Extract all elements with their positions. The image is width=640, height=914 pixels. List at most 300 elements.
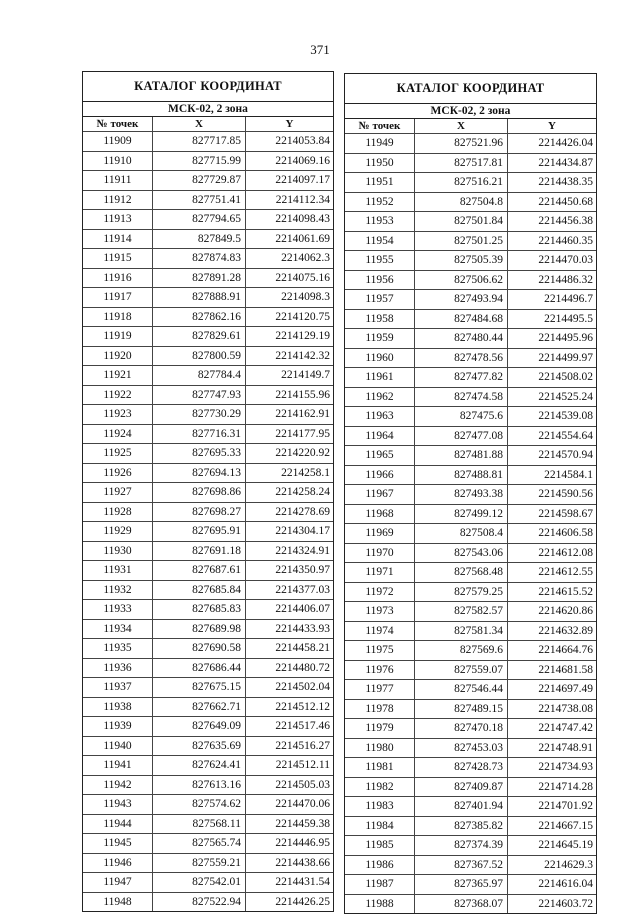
x-cell: 827365.97 — [415, 875, 508, 894]
point-number-cell: 11970 — [345, 544, 415, 563]
y-cell: 2214748.91 — [538, 741, 593, 754]
x-cell: 827489.15 — [415, 700, 508, 719]
x-cell: 827574.62 — [153, 795, 246, 814]
point-number-cell: 11975 — [345, 641, 415, 660]
point-number-cell: 11941 — [83, 756, 153, 775]
y-cell: 2214486.32 — [538, 273, 593, 286]
x-cell: 827475.6 — [415, 407, 508, 426]
x-cell: 827874.83 — [153, 249, 246, 268]
x-cell: 827794.65 — [153, 210, 246, 229]
x-cell: 827691.18 — [153, 542, 246, 561]
x-cell: 827508.4 — [415, 524, 508, 543]
point-number-cell: 11920 — [83, 347, 153, 366]
point-number-cell: 11948 — [83, 893, 153, 912]
y-cell: 2214584.1 — [544, 468, 593, 481]
x-cell: 827470.18 — [415, 719, 508, 738]
table-row — [83, 308, 333, 328]
table-row — [345, 290, 596, 310]
y-cell: 2214525.24 — [538, 390, 593, 403]
point-number-cell: 11919 — [83, 327, 153, 346]
point-number-cell: 11984 — [345, 817, 415, 836]
point-number-cell: 11940 — [83, 737, 153, 756]
y-cell: 2214438.35 — [538, 176, 593, 188]
table-row — [83, 659, 333, 679]
table-row — [345, 212, 596, 232]
point-number-cell: 11973 — [345, 602, 415, 621]
table-row — [83, 893, 333, 912]
table-row — [345, 173, 596, 193]
y-cell: 2214734.93 — [538, 761, 593, 773]
point-number-cell: 11951 — [345, 173, 415, 192]
point-number-cell: 11963 — [345, 407, 415, 426]
table-row — [345, 719, 596, 739]
point-number-cell: 11950 — [345, 154, 415, 173]
table-row — [83, 210, 333, 230]
x-cell: 827569.6 — [415, 641, 508, 660]
table-row — [83, 230, 333, 250]
x-cell: 827559.21 — [153, 854, 246, 873]
point-number-cell: 11947 — [83, 873, 153, 892]
y-cell: 2214606.58 — [538, 527, 593, 539]
x-cell: 827829.61 — [153, 327, 246, 346]
point-number-cell: 11966 — [345, 466, 415, 485]
x-cell: 827428.73 — [415, 758, 508, 777]
x-cell: 827493.38 — [415, 485, 508, 504]
point-number-cell: 11960 — [345, 349, 415, 368]
x-cell: 827481.88 — [415, 446, 508, 465]
table-row — [83, 854, 333, 874]
y-cell: 2214149.7 — [281, 369, 330, 381]
table-row — [345, 797, 596, 817]
x-cell: 827686.44 — [153, 659, 246, 678]
y-cell: 2214460.35 — [538, 234, 593, 247]
x-cell: 827717.85 — [153, 132, 246, 151]
y-cell: 2214438.66 — [275, 856, 330, 869]
y-cell: 2214747.42 — [538, 722, 593, 734]
y-cell: 2214612.55 — [538, 566, 593, 578]
x-cell: 827685.83 — [153, 600, 246, 619]
y-cell: 2214645.19 — [538, 839, 593, 851]
point-number-cell: 11924 — [83, 425, 153, 444]
point-number-cell: 11971 — [345, 563, 415, 582]
point-number-cell: 11923 — [83, 405, 153, 424]
y-cell: 2214098.43 — [275, 213, 330, 225]
table-header — [345, 119, 596, 134]
y-cell: 2214701.92 — [538, 800, 593, 812]
point-number-cell: 11979 — [345, 719, 415, 738]
x-cell: 827501.84 — [415, 212, 508, 231]
point-number-cell: 11958 — [345, 310, 415, 329]
table-row — [83, 639, 333, 659]
y-cell: 2214129.19 — [275, 330, 330, 342]
y-cell: 2214120.75 — [275, 310, 330, 323]
table-row — [83, 249, 333, 269]
x-cell: 827698.86 — [153, 483, 246, 502]
table-row — [345, 154, 596, 174]
y-cell: 2214620.86 — [538, 605, 593, 617]
table-row — [345, 407, 596, 427]
x-cell: 827385.82 — [415, 817, 508, 836]
point-number-cell: 11935 — [83, 639, 153, 658]
table-row — [345, 661, 596, 681]
y-cell: 2214431.54 — [275, 876, 330, 888]
header-y: Y — [285, 118, 294, 130]
x-cell: 827493.94 — [415, 290, 508, 309]
y-cell: 2214112.34 — [275, 193, 330, 206]
point-number-cell: 11913 — [83, 210, 153, 229]
table-row — [83, 366, 333, 386]
y-cell: 2214470.03 — [538, 254, 593, 266]
table-body — [83, 132, 333, 911]
point-number-cell: 11945 — [83, 834, 153, 853]
y-cell: 2214598.67 — [538, 507, 593, 520]
y-cell: 2214738.08 — [538, 702, 593, 715]
y-cell: 2214512.12 — [275, 700, 330, 713]
x-cell: 827649.09 — [153, 717, 246, 736]
y-cell: 2214512.11 — [275, 759, 330, 771]
point-number-cell: 11987 — [345, 875, 415, 894]
point-number-cell: 11985 — [345, 836, 415, 855]
y-cell: 2214502.04 — [275, 681, 330, 693]
x-cell: 827579.25 — [415, 583, 508, 602]
point-number-cell: 11934 — [83, 620, 153, 639]
x-cell: 827542.01 — [153, 873, 246, 892]
y-cell: 2214458.21 — [275, 642, 330, 654]
x-cell: 827453.03 — [415, 739, 508, 758]
point-number-cell: 11929 — [83, 522, 153, 541]
x-cell: 827478.56 — [415, 349, 508, 368]
point-number-cell: 11952 — [345, 193, 415, 212]
x-cell: 827505.39 — [415, 251, 508, 270]
x-cell: 827747.93 — [153, 386, 246, 405]
x-cell: 827367.52 — [415, 856, 508, 875]
table-row — [345, 680, 596, 700]
x-cell: 827506.62 — [415, 271, 508, 290]
point-number-cell: 11988 — [345, 895, 415, 914]
table-row — [83, 834, 333, 854]
table-row — [345, 271, 596, 291]
x-cell: 827565.74 — [153, 834, 246, 853]
point-number-cell: 11921 — [83, 366, 153, 385]
x-cell: 827698.27 — [153, 503, 246, 522]
x-cell: 827501.25 — [415, 232, 508, 251]
x-cell: 827568.11 — [153, 815, 246, 834]
y-cell: 2214155.96 — [275, 388, 330, 401]
x-cell: 827751.41 — [153, 191, 246, 210]
y-cell: 2214075.16 — [275, 271, 330, 284]
table-row — [83, 288, 333, 308]
point-number-cell: 11982 — [345, 778, 415, 797]
point-number-cell: 11943 — [83, 795, 153, 814]
point-number-cell: 11962 — [345, 388, 415, 407]
point-number-cell: 11909 — [83, 132, 153, 151]
table-row — [345, 602, 596, 622]
table-row — [83, 678, 333, 698]
point-number-cell: 11926 — [83, 464, 153, 483]
point-number-cell: 11977 — [345, 680, 415, 699]
y-cell: 2214714.28 — [538, 780, 593, 793]
y-cell: 2214258.24 — [275, 486, 330, 498]
point-number-cell: 11980 — [345, 739, 415, 758]
x-cell: 827368.07 — [415, 895, 508, 914]
x-cell: 827488.81 — [415, 466, 508, 485]
x-cell: 827409.87 — [415, 778, 508, 797]
x-cell: 827685.84 — [153, 581, 246, 600]
point-number-cell: 11931 — [83, 561, 153, 580]
y-cell: 2214632.89 — [538, 624, 593, 637]
x-cell: 827521.96 — [415, 134, 508, 153]
x-cell: 827891.28 — [153, 269, 246, 288]
point-number-cell: 11976 — [345, 661, 415, 680]
y-cell: 2214061.69 — [275, 232, 330, 245]
point-number-cell: 11957 — [345, 290, 415, 309]
y-cell: 2214350.97 — [275, 564, 330, 576]
coordinate-catalog-right — [344, 73, 597, 914]
y-cell: 2214508.02 — [538, 371, 593, 383]
y-cell: 2214426.25 — [275, 895, 330, 908]
x-cell: 827689.98 — [153, 620, 246, 639]
point-number-cell: 11930 — [83, 542, 153, 561]
table-row — [83, 347, 333, 367]
table-row — [345, 622, 596, 642]
x-cell: 827543.06 — [415, 544, 508, 563]
point-number-cell: 11927 — [83, 483, 153, 502]
point-number-cell: 11959 — [345, 329, 415, 348]
point-number-cell: 11912 — [83, 191, 153, 210]
x-cell: 827888.91 — [153, 288, 246, 307]
table-row — [345, 875, 596, 895]
page-number: 371 — [310, 42, 330, 57]
point-number-cell: 11933 — [83, 600, 153, 619]
table-row — [345, 544, 596, 564]
y-cell: 2214697.49 — [538, 683, 593, 695]
point-number-cell: 11964 — [345, 427, 415, 446]
y-cell: 2214098.3 — [281, 291, 330, 303]
table-row — [345, 563, 596, 583]
table-body — [345, 134, 596, 913]
point-number-cell: 11978 — [345, 700, 415, 719]
x-cell: 827474.58 — [415, 388, 508, 407]
header-point-number: № точек — [83, 117, 153, 131]
table-row — [345, 251, 596, 271]
x-cell: 827694.13 — [153, 464, 246, 483]
table-row — [83, 191, 333, 211]
header-point-number: № точек — [345, 119, 415, 133]
y-cell: 2214053.84 — [275, 135, 330, 147]
x-cell: 827581.34 — [415, 622, 508, 641]
table-row — [83, 464, 333, 484]
header-y: Y — [548, 120, 556, 132]
table-row — [345, 505, 596, 525]
catalog-subtitle: МСК-02, 2 зона — [345, 104, 596, 119]
y-cell: 2214570.94 — [538, 449, 593, 461]
table-row — [83, 425, 333, 445]
x-cell: 827695.33 — [153, 444, 246, 463]
y-cell: 2214069.16 — [275, 154, 330, 167]
table-row — [345, 856, 596, 876]
table-row — [345, 329, 596, 349]
y-cell: 2214377.03 — [275, 583, 330, 596]
point-number-cell: 11953 — [345, 212, 415, 231]
table-row — [345, 700, 596, 720]
y-cell: 2214616.04 — [538, 878, 593, 890]
x-cell: 827729.87 — [153, 171, 246, 190]
point-number-cell: 11911 — [83, 171, 153, 190]
x-cell: 827635.69 — [153, 737, 246, 756]
table-row — [345, 817, 596, 837]
point-number-cell: 11981 — [345, 758, 415, 777]
x-cell: 827624.41 — [153, 756, 246, 775]
y-cell: 2214664.76 — [538, 644, 593, 656]
table-row — [83, 542, 333, 562]
table-row — [83, 152, 333, 172]
x-cell: 827687.61 — [153, 561, 246, 580]
x-cell: 827517.81 — [415, 154, 508, 173]
table-row — [345, 310, 596, 330]
table-row — [83, 717, 333, 737]
y-cell: 2214603.72 — [538, 897, 593, 910]
y-cell: 2214426.04 — [538, 137, 593, 149]
x-cell: 827730.29 — [153, 405, 246, 424]
table-row — [83, 561, 333, 581]
y-cell: 2214480.72 — [275, 661, 330, 674]
y-cell: 2214495.96 — [538, 332, 593, 344]
x-cell: 827401.94 — [415, 797, 508, 816]
table-row — [345, 134, 596, 154]
point-number-cell: 11961 — [345, 368, 415, 387]
table-row — [345, 758, 596, 778]
x-cell: 827716.31 — [153, 425, 246, 444]
point-number-cell: 11918 — [83, 308, 153, 327]
y-cell: 2214450.68 — [538, 195, 593, 208]
y-cell: 2214629.3 — [544, 858, 593, 871]
y-cell: 2214590.56 — [538, 488, 593, 500]
point-number-cell: 11954 — [345, 232, 415, 251]
x-cell: 827695.91 — [153, 522, 246, 541]
table-row — [83, 483, 333, 503]
coordinate-catalog-left — [82, 71, 334, 912]
x-cell: 827516.21 — [415, 173, 508, 192]
point-number-cell: 11916 — [83, 269, 153, 288]
table-row — [83, 795, 333, 815]
y-cell: 2214517.46 — [275, 720, 330, 732]
catalog-title: КАТАЛОГ КООРДИНАТ — [83, 72, 333, 102]
point-number-cell: 11969 — [345, 524, 415, 543]
x-cell: 827559.07 — [415, 661, 508, 680]
x-cell: 827715.99 — [153, 152, 246, 171]
table-row — [345, 193, 596, 213]
y-cell: 2214495.5 — [544, 312, 593, 325]
header-x: X — [415, 119, 508, 133]
table-row — [83, 132, 333, 152]
point-number-cell: 11946 — [83, 854, 153, 873]
header-x: X — [153, 117, 246, 131]
point-number-cell: 11922 — [83, 386, 153, 405]
point-number-cell: 11914 — [83, 230, 153, 249]
point-number-cell: 11942 — [83, 776, 153, 795]
x-cell: 827568.48 — [415, 563, 508, 582]
point-number-cell: 11910 — [83, 152, 153, 171]
table-row — [83, 386, 333, 406]
x-cell: 827480.44 — [415, 329, 508, 348]
point-number-cell: 11968 — [345, 505, 415, 524]
point-number-cell: 11928 — [83, 503, 153, 522]
table-row — [83, 581, 333, 601]
y-cell: 2214258.1 — [281, 466, 330, 479]
point-number-cell: 11917 — [83, 288, 153, 307]
table-row — [345, 232, 596, 252]
x-cell: 827477.08 — [415, 427, 508, 446]
point-number-cell: 11955 — [345, 251, 415, 270]
y-cell: 2214433.93 — [275, 622, 330, 635]
table-row — [83, 327, 333, 347]
table-row — [83, 600, 333, 620]
table-row — [83, 620, 333, 640]
y-cell: 2214097.17 — [275, 174, 330, 186]
point-number-cell: 11983 — [345, 797, 415, 816]
y-cell: 2214456.38 — [538, 215, 593, 227]
point-number-cell: 11986 — [345, 856, 415, 875]
table-row — [345, 388, 596, 408]
table-row — [345, 427, 596, 447]
x-cell: 827784.4 — [153, 366, 246, 385]
point-number-cell: 11956 — [345, 271, 415, 290]
y-cell: 2214554.64 — [538, 429, 593, 442]
table-row — [83, 698, 333, 718]
x-cell: 827546.44 — [415, 680, 508, 699]
x-cell: 827862.16 — [153, 308, 246, 327]
y-cell: 2214434.87 — [538, 156, 593, 169]
y-cell: 2214446.95 — [275, 837, 330, 849]
table-header — [83, 117, 333, 132]
y-cell: 2214142.32 — [275, 349, 330, 362]
table-row — [345, 583, 596, 603]
point-number-cell: 11967 — [345, 485, 415, 504]
point-number-cell: 11944 — [83, 815, 153, 834]
table-row — [83, 503, 333, 523]
table-row — [83, 756, 333, 776]
table-row — [345, 524, 596, 544]
point-number-cell: 11915 — [83, 249, 153, 268]
y-cell: 2214516.27 — [275, 739, 330, 752]
table-row — [83, 815, 333, 835]
table-row — [345, 641, 596, 661]
point-number-cell: 11936 — [83, 659, 153, 678]
point-number-cell: 11949 — [345, 134, 415, 153]
y-cell: 2214304.17 — [275, 525, 330, 537]
y-cell: 2214177.95 — [275, 427, 330, 440]
point-number-cell: 11965 — [345, 446, 415, 465]
point-number-cell: 11925 — [83, 444, 153, 463]
table-row — [345, 446, 596, 466]
catalog-subtitle: МСК-02, 2 зона — [83, 102, 333, 117]
table-row — [83, 171, 333, 191]
point-number-cell: 11932 — [83, 581, 153, 600]
x-cell: 827675.15 — [153, 678, 246, 697]
x-cell: 827662.71 — [153, 698, 246, 717]
point-number-cell: 11974 — [345, 622, 415, 641]
table-row — [345, 466, 596, 486]
x-cell: 827522.94 — [153, 893, 246, 912]
catalog-title: КАТАЛОГ КООРДИНАТ — [345, 74, 596, 104]
x-cell: 827374.39 — [415, 836, 508, 855]
y-cell: 2214667.15 — [538, 819, 593, 832]
table-row — [345, 836, 596, 856]
y-cell: 2214470.06 — [275, 798, 330, 810]
x-cell: 827800.59 — [153, 347, 246, 366]
table-row — [83, 522, 333, 542]
table-row — [83, 737, 333, 757]
